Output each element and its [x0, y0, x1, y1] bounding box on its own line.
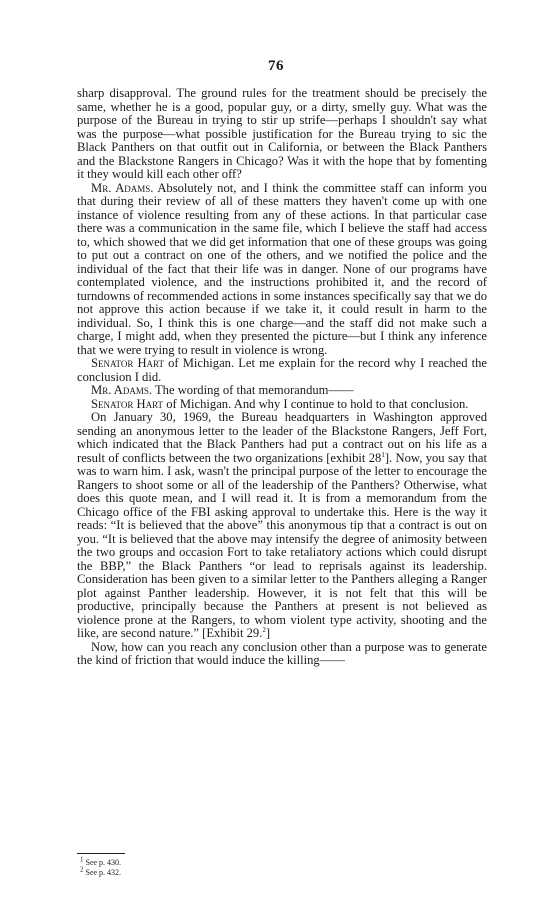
paragraph-text: ] [265, 626, 271, 640]
paragraph-continuation [77, 87, 487, 182]
speaker-suffix: of Michigan. [166, 396, 232, 411]
paragraph-text: Absolutely not, and I think the committee staff can inform you that during their review of all of these matters they haven't come up with one instance of violence resulting from any of these actions. In that particular case there was a communication in the same file, which I believe the staff had access to, which showed that we did get information that one of these groups was going to put out a contract on one of the others, and we notified the police and the individual of the fact that their life was in danger. None of our programs have contemplated violence, and the instructions prohibited it, and the record of turndowns of recommended actions in some instances specifically say that we do not approve this action because if we take it, it could result in harm to the individual. So, I think this is one charge—and the staff did not make such a charge, I might add, when they presented the picture—but I think any inference that we were trying to result in violence is wrong. [77, 180, 487, 357]
footnote-mark: 1 [80, 855, 84, 864]
speaker-name: Senator Hart [91, 356, 164, 370]
paragraph-adams-reply [77, 182, 487, 358]
paragraph-adams-2 [77, 384, 487, 398]
page-number: 76 [268, 58, 284, 74]
paragraph-text: sharp disapproval. The ground rules for the treatment should be precisely the same, whether he is a good, popular guy, or a dirty, smelly guy. What was the purpose of the Bureau in trying to stir up strife—perhaps I shouldn't say what was the purpose—what possible justification for the Bureau trying to sic the Black Panthers on that outfit out in California, or between the Black Panthers and the Blackstone Rangers in Chicago? Was it with the hope that by fomenting it they would kill each other off? [77, 86, 487, 181]
footnote-item [80, 855, 280, 868]
footnote-mark: 2 [80, 865, 84, 874]
speaker-suffix: of Michigan. [168, 356, 235, 370]
paragraph-text: And why I continue to hold to that conclusion. [233, 396, 469, 411]
paragraph-hart-2 [77, 398, 487, 412]
paragraph-text: Let me explain for the record why I reached the conclusion I did. [77, 356, 488, 384]
footnote-text: See p. 432. [85, 868, 122, 877]
footnote-divider [77, 853, 125, 854]
paragraph-january-memo [77, 411, 487, 641]
paragraph-text: On January 30, 1969, the Bureau headquarters in Washington approved sending an anonymous letter to the leader of the Blackstone Rangers, Jeff Fort, which indicated that the Black Panthers had put a contract out on his life as a result of conflicts between the two organizations [exhibit 28 [77, 410, 487, 465]
footnote-item [80, 865, 280, 878]
speaker-name: Mr. Adams. [91, 180, 154, 195]
paragraph-final [77, 641, 487, 668]
body-text [77, 87, 487, 668]
paragraph-text: The wording of that memorandum—— [154, 383, 354, 397]
footnotes [80, 855, 280, 878]
footnote-ref: 2 [262, 625, 266, 634]
footnote-text: See p. 430. [85, 858, 122, 867]
speaker-name: Senator Hart [91, 396, 164, 411]
footnote-ref: 1 [381, 450, 385, 459]
paragraph-text: Now, how can you reach any conclusion other than a purpose was to generate the kind of friction that would induce the killing—— [77, 639, 487, 667]
speaker-name: Mr. Adams. [91, 383, 153, 397]
paragraph-hart-1 [77, 357, 487, 384]
paragraph-text: ]. Now, you say that was to warn him. I ask, wasn't the principal purpose of the letter to encourage the Rangers to shoot some or all of the leadership of the Panthers? Otherwise, what does this quote mean, and I will read it. It is from a memorandum from the Chicago office of the FBI asking approval to undertake this. Here is the way it reads: “It is believed that the above” this anonymous tip that a contract is out on you. “It is believed that the above may intensify the degree of animosity between the two groups and occasion Fort to take retaliatory actions which could disrupt the BBP,” the Black Panthers “or lead to reprisals against its leadership. Consideration has been given to a similar letter to the Panthers alleging a Ranger plot against Panther leadership. However, it is not felt that this will be productive, principally because the Panthers at present is not believed as violence prone at the Rangers, to whom violent type activity, shooting and the like, are second nature.” [Exhibit 29. [77, 450, 487, 640]
